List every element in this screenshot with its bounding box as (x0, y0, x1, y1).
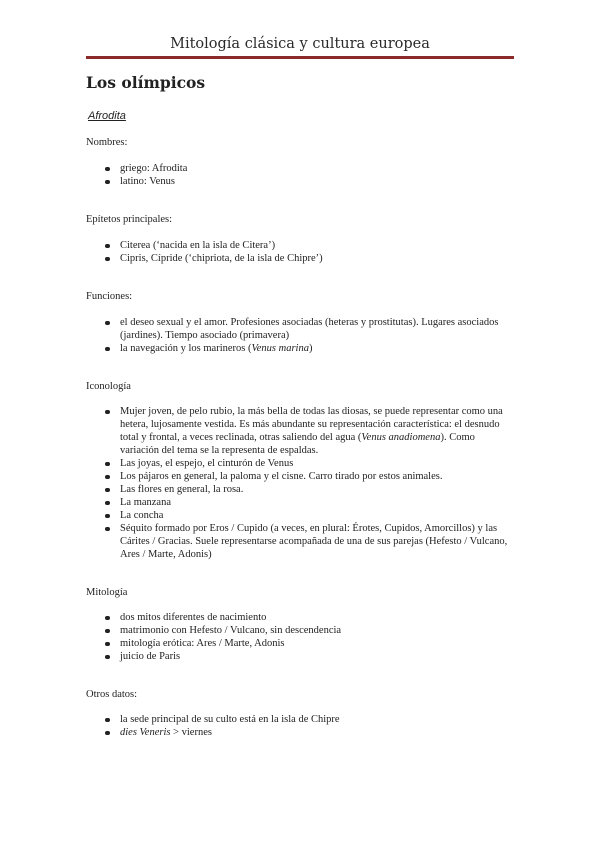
list-item: matrimonio con Hefesto / Vulcano, sin descendencia (86, 624, 516, 637)
list-item: La manzana (86, 496, 516, 509)
document-body (86, 72, 516, 739)
bullet-icon (105, 629, 110, 634)
list-item: latino: Venus (86, 175, 516, 188)
list-item: mitología erótica: Ares / Marte, Adonis (86, 637, 516, 650)
bullet-icon (105, 347, 110, 352)
list-item: juicio de Paris (86, 650, 516, 663)
page-title: Los olímpicos (86, 73, 206, 92)
header-divider (86, 56, 514, 59)
list-item: la sede principal de su culto está en la isla de Chipre (86, 713, 516, 726)
bullet-icon (105, 410, 110, 415)
bullet-icon (105, 180, 110, 185)
header-title: Mitología clásica y cultura europea (170, 36, 430, 52)
section-label-epitetos: Epítetos principales: (86, 214, 173, 225)
list-otros (86, 713, 516, 739)
bullet-icon (105, 257, 110, 262)
bullet-icon (105, 321, 110, 326)
section-label-iconologia: Iconología (86, 381, 131, 392)
subtitle: Afrodita (88, 110, 126, 122)
list-item: Las joyas, el espejo, el cinturón de Venus (86, 457, 516, 470)
list-item: dies Veneris > viernes (86, 726, 516, 739)
list-item: Séquito formado por Eros / Cupido (a veces, en plural: Érotes, Cupidos, Amorcillos) y las Cárites / Gracias. Suele representarse acompañada de una de sus parejas (Hefesto / Vulcano, Ares / Marte, Adonis) (86, 522, 516, 561)
bullet-icon (105, 488, 110, 493)
bullet-icon (105, 616, 110, 621)
list-funciones (86, 316, 516, 355)
bullet-icon (105, 642, 110, 647)
bullet-icon (105, 462, 110, 467)
list-item: Mujer joven, de pelo rubio, la más bella de todas las diosas, se puede representar como una hetera, lujosamente vestida. Es más abundante su representación característica: el desnudo total y frontal, a veces reclinada, otras saliendo del agua (Venus anadiomena). Como variación del tema se la representa de espaldas. (86, 405, 516, 457)
list-nombres (86, 162, 516, 188)
bullet-icon (105, 501, 110, 506)
bullet-icon (105, 475, 110, 480)
bullet-icon (105, 514, 110, 519)
list-item: Los pájaros en general, la paloma y el cisne. Carro tirado por estos animales. (86, 470, 516, 483)
section-label-mitologia: Mitología (86, 587, 128, 598)
bullet-icon (105, 527, 110, 532)
list-iconologia (86, 405, 516, 561)
section-label-funciones: Funciones: (86, 291, 133, 302)
list-epitetos (86, 239, 516, 265)
section-label-nombres: Nombres: (86, 137, 128, 148)
bullet-icon (105, 731, 110, 736)
bullet-icon (105, 244, 110, 249)
list-item: Citerea (‘nacida en la isla de Citera’) (86, 239, 516, 252)
list-mitologia (86, 611, 516, 663)
section-label-otros: Otros datos: (86, 689, 138, 700)
list-item: Las flores en general, la rosa. (86, 483, 516, 496)
list-item: el deseo sexual y el amor. Profesiones asociadas (heteras y prostitutas). Lugares asociados (jardines). Tiempo asociado (primavera) (86, 316, 516, 342)
list-item: dos mitos diferentes de nacimiento (86, 611, 516, 624)
list-item: La concha (86, 509, 516, 522)
bullet-icon (105, 718, 110, 723)
bullet-icon (105, 655, 110, 660)
list-item: la navegación y los marineros (Venus marina) (86, 342, 516, 355)
bullet-icon (105, 167, 110, 172)
list-item: Cipris, Cípride (‘chipriota, de la isla de Chipre’) (86, 252, 516, 265)
list-item: griego: Afrodita (86, 162, 516, 175)
